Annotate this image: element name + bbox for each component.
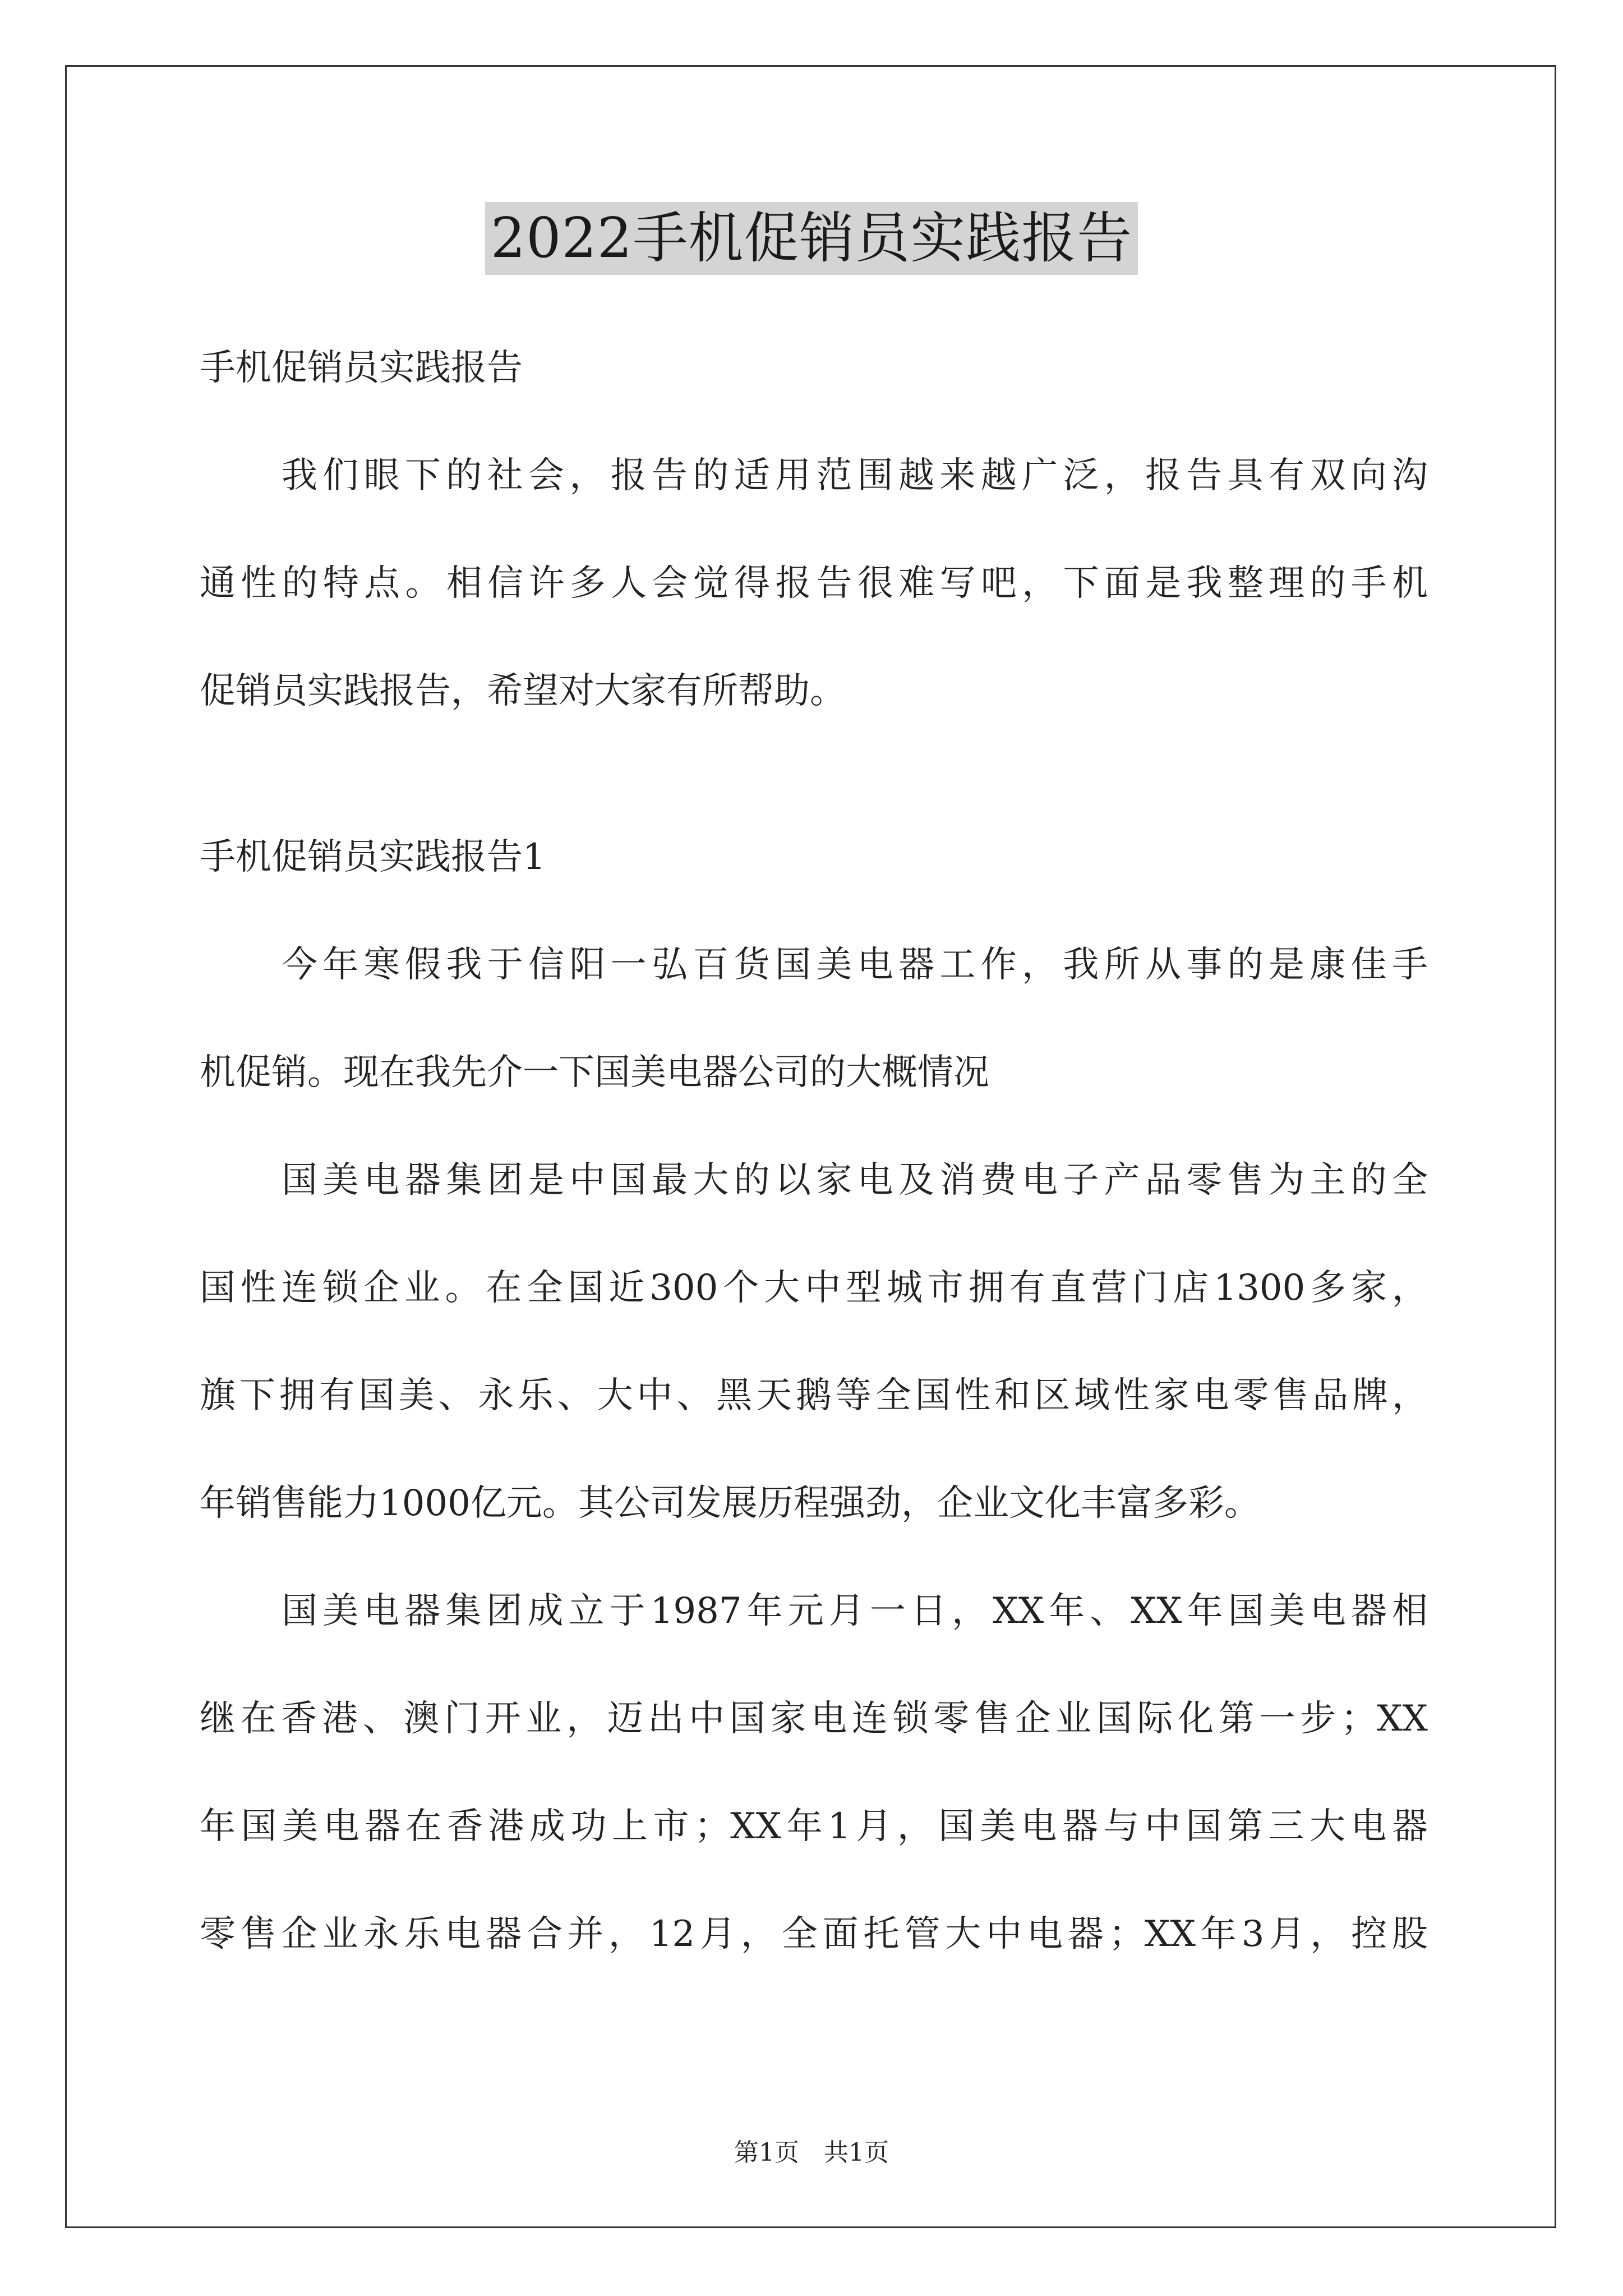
paragraph-line: 国美电器集团成立于1987年元月一日，XX年、XX年国美电器相 [282, 1590, 1428, 1632]
page-footer: 第1页 共1页 [734, 2138, 889, 2167]
document-body [200, 314, 1428, 1988]
section-gap [200, 745, 1428, 803]
paragraph-line: 今年寒假我于信阳一弘百货国美电器工作，我所从事的是康佳手 [282, 944, 1428, 986]
intro-line: 促销员实践报告，希望对大家有所帮助。 [200, 670, 846, 712]
paragraph-line: 机促销。现在我先介一下国美电器公司的大概情况 [200, 1052, 989, 1093]
document-title: 2022手机促销员实践报告 [485, 202, 1138, 275]
section-heading: 手机促销员实践报告1 [200, 836, 546, 878]
paragraph-line: 零售企业永乐电器合并，12月，全面托管大中电器；XX年3月，控股 [200, 1913, 1428, 1955]
intro-line: 通性的特点。相信许多人会觉得报告很难写吧，下面是我整理的手机 [200, 563, 1428, 604]
paragraph-line: 继在香港、澳门开业，迈出中国家电连锁零售企业国际化第一步；XX [200, 1698, 1428, 1740]
main-heading: 手机促销员实践报告 [200, 347, 523, 389]
paragraph-line: 年国美电器在香港成功上市；XX年1月，国美电器与中国第三大电器 [200, 1806, 1428, 1847]
paragraph-line: 年销售能力1000亿元。其公司发展历程强劲，企业文化丰富多彩。 [200, 1483, 1260, 1524]
title-container [0, 202, 1623, 275]
paragraph-line: 国性连锁企业。在全国近300个大中型城市拥有直营门店1300多家， [200, 1267, 1428, 1309]
paragraph-line: 旗下拥有国美、永乐、大中、黑天鹅等全国性和区域性家电零售品牌， [200, 1375, 1428, 1416]
intro-line: 我们眼下的社会，报告的适用范围越来越广泛，报告具有双向沟 [282, 455, 1428, 496]
paragraph-line: 国美电器集团是中国最大的以家电及消费电子产品零售为主的全 [282, 1159, 1428, 1201]
